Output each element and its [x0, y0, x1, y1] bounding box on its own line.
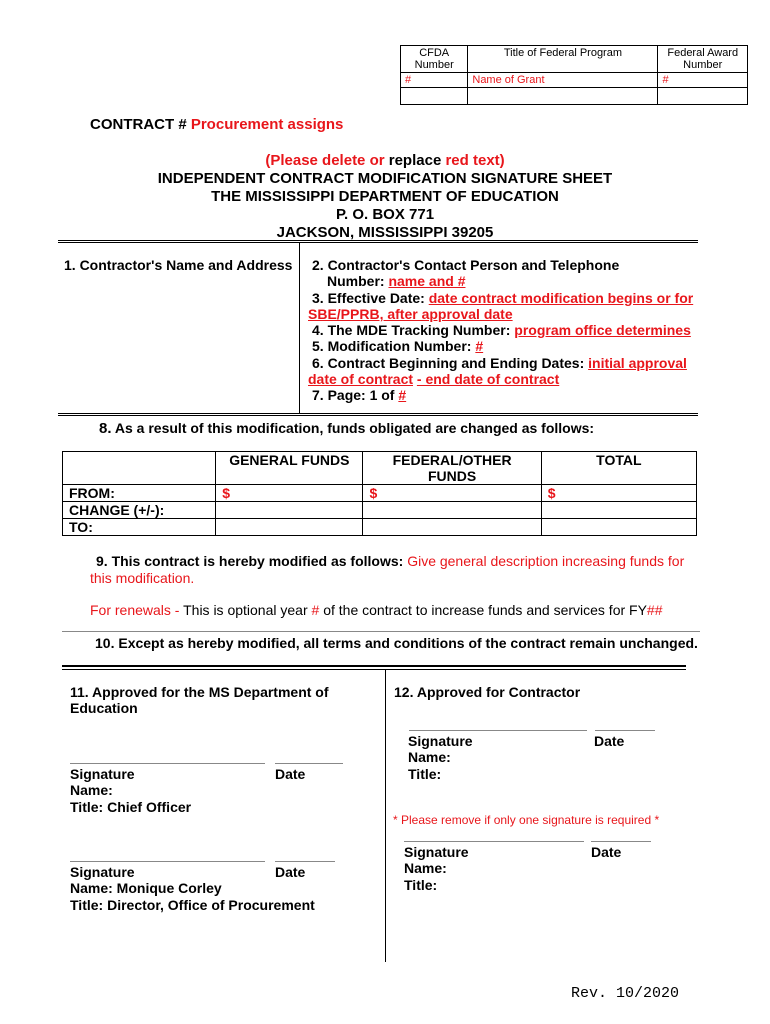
item-3-value-a: date contract modification begins or for [428, 289, 694, 306]
cfda-empty-cell [401, 88, 468, 105]
header-line-3: P. O. BOX 771 [335, 206, 435, 223]
mde-signature-2-title: Title: Director, Office of Procurement [70, 896, 315, 913]
section-10-top-line [62, 631, 700, 632]
contractor-signature-2-title: Title: [404, 876, 438, 893]
mde-date-1-label: Date [275, 766, 306, 782]
section-8-line [99, 420, 594, 437]
grant-name-value: Name of Grant [468, 73, 658, 88]
item-4-label: 4. The MDE Tracking Number: [312, 322, 511, 339]
contract-number-line [90, 116, 343, 133]
item-4-line [308, 322, 698, 338]
item-7-value: # [398, 387, 407, 404]
award-number-value: # [658, 73, 748, 88]
item-6-value-c: - end date of contract [416, 371, 560, 388]
section-9-value: Give general description increasing funds for this modification. [90, 553, 685, 586]
contractor-date-2-label: Date [591, 844, 622, 860]
item-3-line [308, 290, 698, 306]
funds-corner-cell [63, 452, 216, 485]
revision-label: Rev. 10/2020 [571, 985, 680, 1002]
mde-signature-1-title: Title: Chief Officer [70, 798, 192, 815]
header-line-4: JACKSON, MISSISSIPPI 39205 [276, 224, 494, 241]
mde-date-line-1 [275, 763, 343, 764]
item-2-number-line [308, 273, 698, 289]
mde-date-2-label: Date [275, 864, 306, 880]
contractor-date-line-2 [591, 841, 651, 842]
section-10-text: 10. Except as hereby modified, all terms and conditions of the contract remain unchanged. [95, 635, 698, 651]
item-2-sub: Number: [327, 273, 385, 290]
contractor-signature-2-name: Name: [404, 860, 447, 877]
contractor-signature-2-label: Signature [404, 844, 469, 860]
funds-table [62, 451, 697, 536]
contract-label: CONTRACT # [90, 116, 187, 133]
section-10-divider [62, 665, 686, 670]
contractor-signature-1-block [408, 733, 473, 782]
item-7-label: 7. Page: 1 of [312, 387, 395, 404]
item-3-value-b: SBE/PPRB, after approval date [308, 305, 513, 322]
item-2-value: name and # [388, 273, 466, 290]
contractor-date-1-label: Date [594, 733, 625, 749]
item-5-value: # [475, 338, 484, 355]
contractor-signature-2-block [404, 844, 469, 893]
cfda-number-value: # [401, 73, 468, 88]
from-federal-dollar: $ [363, 485, 541, 502]
section-8-text: As a result of this modification, funds obligated are changed as follows: [114, 420, 595, 436]
contractor-signature-1-name: Name: [408, 749, 451, 766]
item-6-value-a: initial approval [588, 354, 687, 371]
change-federal-cell [363, 502, 541, 519]
header-line-2: THE MISSISSIPPI DEPARTMENT OF EDUCATION [211, 188, 559, 205]
item-2-label: 2. Contractor's Contact Person and Telephone [312, 257, 620, 273]
renewals-prefix: For renewals - [90, 602, 180, 618]
section-2-block [308, 257, 698, 404]
total-header: TOTAL [541, 452, 696, 485]
federal-program-header: Title of Federal Program [468, 46, 658, 73]
item-6-line-2 [308, 371, 698, 387]
federal-award-header: Federal Award Number [658, 46, 748, 73]
contractor-signature-1-label: Signature [408, 733, 473, 749]
header-divider [58, 240, 698, 243]
one-signature-note: * Please remove if only one signature is required * [393, 813, 660, 827]
to-general-cell [216, 519, 363, 536]
section-11-title: 11. Approved for the MS Department of Education [70, 684, 329, 717]
section-2-divider [58, 413, 698, 416]
item-5-line [308, 338, 698, 354]
mde-signature-1-label: Signature [70, 766, 135, 782]
general-funds-header: GENERAL FUNDS [216, 452, 363, 485]
renewals-year-hash: # [311, 602, 320, 618]
cfda-number-header: CFDA Number [401, 46, 468, 73]
section-9-block [90, 553, 690, 587]
award-empty-cell [658, 88, 748, 105]
instruction-part3: red text) [445, 152, 505, 169]
mde-signature-line-1 [70, 763, 265, 764]
renewals-fy: ## [646, 602, 663, 618]
instruction-part2: replace [388, 152, 442, 169]
to-row-label: TO: [63, 519, 216, 536]
program-empty-cell [468, 88, 658, 105]
contractor-signature-line-1 [409, 730, 587, 731]
to-federal-cell [363, 519, 541, 536]
item-3-label: 3. Effective Date: [312, 289, 425, 306]
contractor-date-line-1 [595, 730, 655, 731]
item-6-line [308, 355, 698, 371]
federal-funds-header: FEDERAL/OTHER FUNDS [363, 452, 541, 485]
mde-signature-2-name: Name: Monique Corley [70, 880, 222, 897]
section-1-label: 1. Contractor's Name and Address [64, 257, 293, 273]
section-8-number: 8. [99, 420, 112, 437]
from-general-dollar: $ [216, 485, 363, 502]
item-5-label: 5. Modification Number: [312, 338, 472, 355]
mde-signature-2-label: Signature [70, 864, 135, 880]
change-total-cell [541, 502, 696, 519]
section-divider-vertical [299, 243, 300, 413]
mde-signature-line-2 [70, 861, 265, 862]
from-total-dollar: $ [541, 485, 696, 502]
item-6-value-b: date of contract [308, 371, 414, 388]
renewals-text-2: of the contract to increase funds and services for FY [323, 602, 647, 618]
instruction-part1: (Please delete or [265, 152, 385, 169]
contractor-signature-1-title: Title: [408, 765, 442, 782]
cfda-table [400, 45, 748, 105]
contract-value: Procurement assigns [190, 116, 344, 133]
mde-date-line-2 [275, 861, 335, 862]
document-header [62, 152, 708, 242]
renewals-text-1: This is optional year [183, 602, 308, 618]
mde-signature-1-block [70, 766, 191, 815]
item-7-line [308, 387, 698, 403]
section-9-label: 9. This contract is hereby modified as follows: [96, 553, 404, 569]
header-line-1: INDEPENDENT CONTRACT MODIFICATION SIGNATURE SHEET [157, 170, 613, 187]
mde-signature-1-name: Name: [70, 782, 113, 799]
from-row-label: FROM: [63, 485, 216, 502]
to-total-cell [541, 519, 696, 536]
renewals-line [90, 602, 663, 618]
approval-divider-vertical [385, 670, 386, 962]
item-4-value: program office determines [514, 322, 691, 339]
contractor-signature-line-2 [404, 841, 584, 842]
change-general-cell [216, 502, 363, 519]
item-6-label: 6. Contract Beginning and Ending Dates: [312, 354, 585, 371]
change-row-label: CHANGE (+/-): [63, 502, 216, 519]
section-12-title: 12. Approved for Contractor [394, 684, 581, 700]
red-text-instruction [62, 152, 708, 170]
